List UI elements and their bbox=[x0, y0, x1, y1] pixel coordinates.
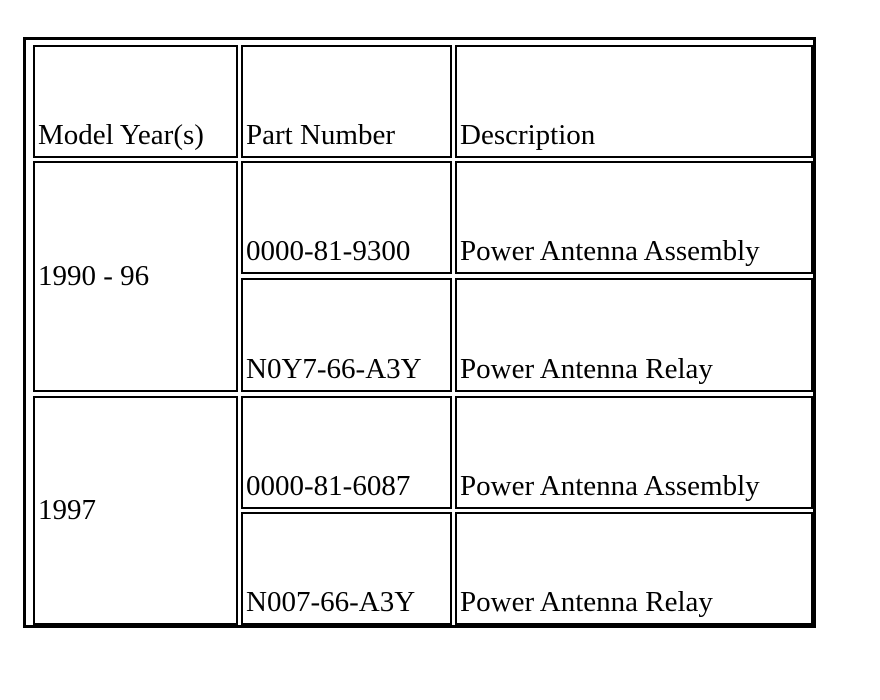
part-number-cell: N007-66-A3Y bbox=[241, 512, 452, 625]
part-number-cell: N0Y7-66-A3Y bbox=[241, 278, 452, 392]
header-part-number: Part Number bbox=[241, 45, 452, 158]
model-year-cell: 1997 bbox=[33, 396, 238, 625]
part-number-cell: 0000-81-6087 bbox=[241, 396, 452, 509]
model-year-cell: 1990 - 96 bbox=[33, 161, 238, 392]
description-cell: Power Antenna Assembly bbox=[455, 396, 813, 509]
description-cell: Power Antenna Relay bbox=[455, 512, 813, 625]
header-model-years: Model Year(s) bbox=[33, 45, 238, 158]
header-description: Description bbox=[455, 45, 813, 158]
parts-table bbox=[23, 37, 816, 628]
description-cell: Power Antenna Assembly bbox=[455, 161, 813, 274]
description-cell: Power Antenna Relay bbox=[455, 278, 813, 392]
part-number-cell: 0000-81-9300 bbox=[241, 161, 452, 274]
